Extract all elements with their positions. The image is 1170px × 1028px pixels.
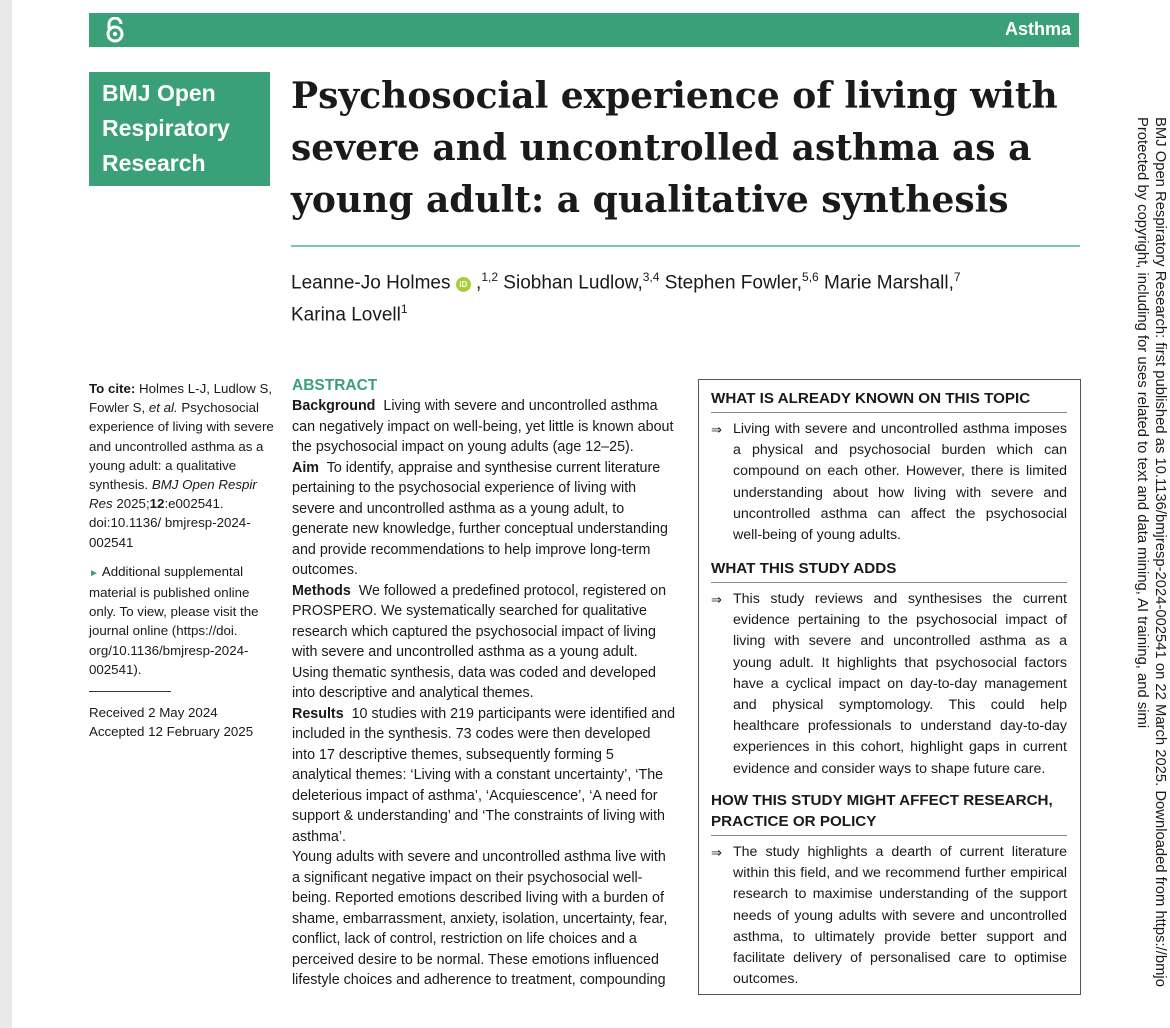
orcid-icon[interactable]: iD (456, 277, 471, 292)
affect-heading (711, 790, 1067, 832)
known-item (711, 419, 1067, 546)
adds-heading: WHAT THIS STUDY ADDS (711, 560, 897, 577)
article-title: Psychosocial experience of living with severe and uncontrolled asthma as a young adult: a qualitative synthesis (291, 75, 1058, 221)
affect-section (711, 790, 1067, 990)
author-name: Leanne-Jo Holmes (291, 272, 451, 294)
cite-year: 2025; (116, 496, 150, 512)
author-affiliation: 1,2 (481, 270, 499, 284)
results-label: Results (292, 705, 344, 722)
supplemental-note (89, 562, 274, 679)
section-label: Asthma (1004, 19, 1071, 39)
adds-item (711, 589, 1067, 780)
aim-text: To identify, appraise and synthesise current literature pertaining to the psychosocial experience of living with severe and uncontrolled asthma as a young adult, to generate new knowledge, further conceptual understanding and provide recommendations to help improve long-term outcomes. (292, 459, 668, 578)
author-affiliation: 7 (953, 270, 961, 284)
arrow-icon: ⇒ (711, 422, 722, 437)
methods-text: We followed a predefined protocol, registered on PROSPERO. We systematically searched for qualitative research which captured the psychosocial impact of living with severe and uncontrolled asthma as a young adult. Using thematic synthesis, data was coded and developed into descriptive and analytical themes. (292, 582, 667, 701)
abstract-background (292, 396, 677, 458)
author-affiliation: 5,6 (802, 270, 819, 284)
section-divider (711, 412, 1067, 413)
author-name: Karina Lovell (291, 304, 401, 326)
known-heading: WHAT IS ALREADY KNOWN ON THIS TOPIC (711, 390, 1031, 407)
journal-name-line: BMJ Open (102, 80, 216, 106)
citation-sidebar (89, 379, 274, 741)
section-divider (711, 582, 1067, 583)
cite-journal: BMJ Open Respir Res (89, 477, 257, 512)
author-affiliation: 3,4 (642, 270, 660, 284)
cite-etal: et al. (148, 400, 178, 416)
adds-section (711, 558, 1067, 780)
affect-heading-line2: PRACTICE OR POLICY (711, 813, 877, 830)
publication-notice: BMJ Open Respiratory Research: first published as 10.1136/bmjresp-2024-002541 on 22 March 2025. Downloaded from https://bmjo (1152, 117, 1168, 987)
affect-heading-line1: HOW THIS STUDY MIGHT AFFECT RESEARCH, (711, 792, 1053, 809)
abstract-heading: ABSTRACT (292, 377, 378, 394)
author-name: Marie Marshall, (824, 272, 954, 294)
key-messages-box (698, 379, 1081, 995)
cite-doi[interactable]: :e002541. doi:10.1136/ bmjresp-2024-002541 (89, 496, 251, 550)
results-text: 10 studies with 219 participants were identified and included in the synthesis. 73 codes were then developed into 17 descriptive themes, subsequently forming 5 analytical themes: ‘Living with a constant uncertainty’, ‘The deleterious impact of asthma’, ‘Acquiescence’, ‘A need for support & understanding’ and ‘The constraints of living with asthma’. (292, 705, 676, 845)
journal-name-line: Respiratory (102, 115, 230, 141)
section-header-bar (89, 13, 1079, 47)
journal-logo (89, 72, 270, 186)
arrow-icon: ⇒ (711, 845, 722, 860)
author-list: Leanne-Jo Holmes iD ,$^{1,2}$ Siobhan Ludlow,$^{3,4}$ Stephen Fowler,$^{5,6}$ Marie Marshall,$^7$ Karina Lovell$^1$ (291, 270, 961, 326)
abstract-aim (292, 458, 677, 581)
known-text: Living with severe and uncontrolled asthma imposes a physical and psychosocial burden which can compound on each other. However, there is limited understanding about how living with severe and uncontrolled asthma can affect the psychosocial well-being of young adults. (733, 421, 1067, 544)
arrow-icon: ⇒ (711, 592, 722, 607)
background-label: Background (292, 398, 376, 414)
citation-block (89, 379, 274, 552)
adds-text: This study reviews and synthesises the current evidence pertaining to the psychosocial impact of living with severe and uncontrolled asthma as a young adult. It highlights that psychosocial factors have a cyclical impact on day-to-day management and physical symptomology. This could help healthcare professionals to understand day-to-day experiences in this cohort, highlight gaps in current evidence and consider ways to shape future care. (733, 591, 1067, 777)
abstract (292, 376, 677, 991)
methods-label: Methods (292, 582, 351, 599)
known-section (711, 388, 1067, 546)
abstract-results (292, 704, 677, 848)
copyright-notice (1133, 117, 1169, 987)
background-text: Living with severe and uncontrolled asthma can negatively impact on well-being, yet little is known about the psychosocial impact on young adults (age 12–25). (292, 398, 674, 455)
cite-title: Psychosocial experience of living with severe and uncontrolled asthma as a young adult: a qualitative synthesis. (89, 400, 274, 493)
section-divider (711, 835, 1067, 836)
supplemental-text: Additional supplemental material is published online only. To view, please visit the journal online (https://doi. org/10.1136/bmjresp-2024- 002541). (89, 563, 259, 677)
affect-text: The study highlights a dearth of current literature within this field, and we recommend further empirical research to maximise understanding of the support needs of young adults with severe and uncontrolled asthma, to ultimately provide better support and facilitate delivery of personalised care to optimise outcomes. (733, 844, 1067, 988)
received-date: Received 2 May 2024 (89, 705, 218, 721)
accepted-date: Accepted 12 February 2025 (89, 724, 254, 740)
cite-authors: Holmes L-J, Ludlow S, Fowler S, (89, 381, 273, 416)
cite-volume: 12 (149, 496, 165, 512)
open-access-icon (103, 17, 127, 43)
author-name: Siobhan Ludlow, (503, 272, 643, 294)
abstract-conclusion: Young adults with severe and uncontrolled asthma live with a significant negative impact on their psychosocial well-being. Reported emotions described living with a burden of shame, embarrassment, anxiety, isolation, uncertainty, fear, conflict, lack of control, restriction on life choices and a perceived desire to be normal. These emotions influenced lifestyle choices and adherence to treatment, compounding (292, 849, 668, 988)
author-name: Stephen Fowler, (664, 272, 803, 294)
copyright-line: Protected by copyright, including for uses related to text and data mining, AI training, and simi (1134, 117, 1150, 729)
abstract-methods (292, 581, 677, 704)
journal-name-line: Research (102, 150, 206, 176)
aim-label: Aim (292, 459, 320, 476)
sidebar-divider (89, 691, 171, 692)
author-affiliation: 1 (400, 302, 408, 317)
title-divider (291, 245, 1080, 247)
affect-item (711, 842, 1067, 990)
cite-label: To cite: (89, 381, 136, 396)
page-edge-shadow (0, 0, 12, 1028)
triangle-bullet-icon: ► (89, 567, 99, 579)
